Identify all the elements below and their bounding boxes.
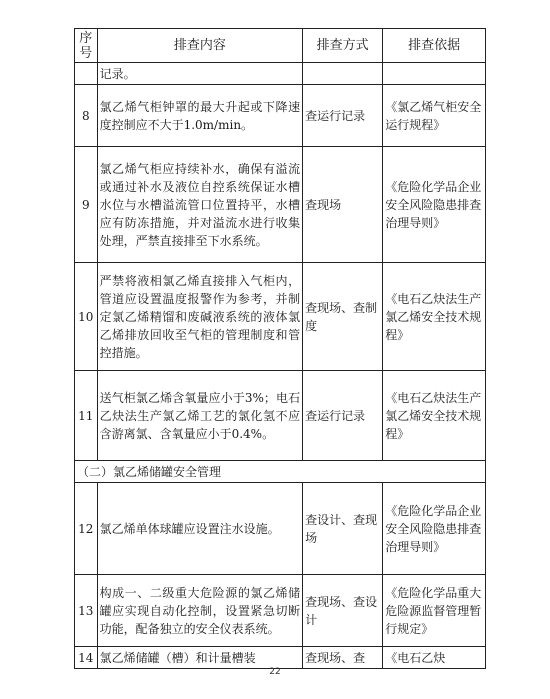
table-row — [75, 647, 486, 669]
cell-no: 13 — [75, 575, 98, 647]
cell-content: 氯乙烯气柜应持续补水，确保有溢流或通过补水及液位自控系统保证水槽水位与水槽溢流管口位置持平，水槽应有防冻措施，并对溢流水进行收集处理，严禁直接排至下水系统。 — [97, 147, 303, 263]
table-row — [75, 147, 486, 263]
header-method: 排查方式 — [303, 29, 383, 63]
cell-no: 12 — [75, 483, 98, 575]
header-basis: 排查依据 — [383, 29, 486, 63]
cell-method: 查现场、查 — [303, 647, 383, 669]
cell-method: 查设计、查现场 — [303, 483, 383, 575]
cell-content: 氯乙烯单体球罐应设置注水设施。 — [97, 483, 303, 575]
cell-no: 11 — [75, 371, 98, 461]
cell-method: 查运行记录 — [303, 85, 383, 147]
cell-content: 记录。 — [97, 63, 303, 85]
table-row-continuation — [75, 63, 486, 85]
cell-content: 严禁将液相氯乙烯直接排入气柜内，管道应设置温度报警作为参考，并制定氯乙烯精馏和废碱液系统的液体氯乙烯排放回收至气柜的管理制度和管控措施。 — [97, 263, 303, 371]
cell-method: 查现场、查制度 — [303, 263, 383, 371]
table-row — [75, 263, 486, 371]
cell-no: 10 — [75, 263, 98, 371]
cell-method: 查运行记录 — [303, 371, 383, 461]
section-title: （二）氯乙烯储罐安全管理 — [75, 461, 486, 483]
table-row — [75, 85, 486, 147]
cell-basis: 《电石乙炔法生产氯乙烯安全技术规程》 — [383, 371, 486, 461]
cell-no — [75, 63, 98, 85]
table-row — [75, 371, 486, 461]
cell-basis: 《危险化学品企业安全风险隐患排查治理导则》 — [383, 483, 486, 575]
cell-no: 8 — [75, 85, 98, 147]
cell-basis: 《氯乙烯气柜安全运行规程》 — [383, 85, 486, 147]
cell-no: 14 — [75, 647, 98, 669]
cell-method: 查现场 — [303, 147, 383, 263]
cell-basis: 《危险化学品企业安全风险隐患排查治理导则》 — [383, 147, 486, 263]
cell-basis: 《电石乙炔法生产氯乙烯安全技术规程》 — [383, 263, 486, 371]
cell-method — [303, 63, 383, 85]
header-content: 排查内容 — [97, 29, 303, 63]
cell-basis: 《电石乙炔 — [383, 647, 486, 669]
table-row — [75, 575, 486, 647]
page-number: 22 — [269, 667, 281, 677]
table-row — [75, 483, 486, 575]
cell-no: 9 — [75, 147, 98, 263]
cell-basis — [383, 63, 486, 85]
section-header-row — [75, 461, 486, 483]
inspection-table — [74, 28, 486, 669]
cell-content: 氯乙烯储罐（槽）和计量槽装 — [97, 647, 303, 669]
cell-content: 构成一、二级重大危险源的氯乙烯储罐应实现自动化控制，设置紧急切断功能，配备独立的安全仪表系统。 — [97, 575, 303, 647]
cell-method: 查现场、查设计 — [303, 575, 383, 647]
cell-basis: 《危险化学品重大危险源监督管理暂行规定》 — [383, 575, 486, 647]
cell-content: 氯乙烯气柜钟罩的最大升起或下降速度控制应不大于1.0m/min。 — [97, 85, 303, 147]
cell-content: 送气柜氯乙烯含氧量应小于3%；电石乙炔法生产氯乙烯工艺的氯化氢不应含游离氯、含氧量应小于0.4%。 — [97, 371, 303, 461]
header-no: 序 号 — [75, 29, 98, 63]
table-header-row — [75, 29, 486, 63]
